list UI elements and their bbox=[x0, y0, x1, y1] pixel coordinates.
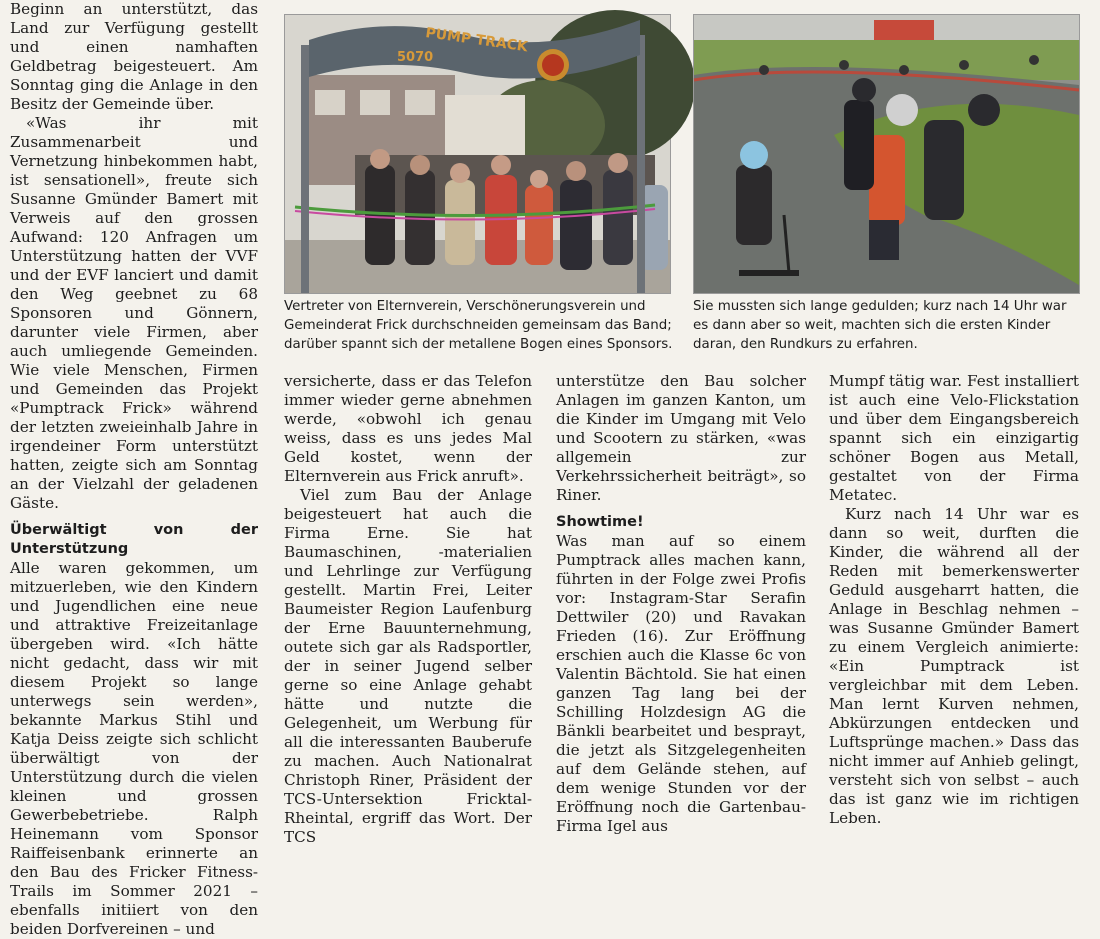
paragraph: Beginn an unterstützt, das Land zur Verfügung gestellt und einen namhaften Geldbetrag beigesteuert. Am Sonntag ging die Anlage in den Besitz der Gemeinde über. bbox=[10, 0, 258, 113]
paragraph: versicherte, dass er das Telefon immer wieder gerne abnehmen werde, «obwohl ich genau weiss, dass es uns jedes Mal Geld kostet, wenn der Elternverein aus Frick anruft». bbox=[284, 372, 532, 485]
arch-title-text: PUMP TRACK bbox=[424, 25, 529, 56]
subheading: Showtime! bbox=[556, 514, 644, 530]
article-column-4 bbox=[829, 372, 1079, 827]
paragraph: unterstütze den Bau solcher Anlagen im ganzen Kanton, um die Kinder im Umgang mit Velo und Scootern zu stärken, «was allgemein zur Verkehrssicherheit beiträgt», so Riner. bbox=[556, 372, 806, 504]
paragraph: Was man auf so einem Pumptrack alles machen kann, führten in der Folge zwei Profis vor: Instagram-Star Serafin Dettwiler (20) und Ravakan Frieden (16). Zur Eröffnung erschien auch die Klasse 6c von Valentin Bächtold. Sie hat einen ganzen Tag lang bei der Schilling Holzdesign AG die Bänkli bearbeitet und besprayt, die jetzt als Sitzgelegenheiten auf dem Gelände stehen, auf dem wenige Stunden vor der Eröffnung noch die Gartenbau-Firma Igel aus bbox=[556, 532, 806, 835]
paragraph: Mumpf tätig war. Fest installiert ist auch eine Velo-Flickstation und über dem Eingangsbereich spannt sich ein einzigartig schöner Bogen aus Metall, gestaltet von der Firma Metatec. bbox=[829, 372, 1079, 504]
arch-number-text: 5070 bbox=[397, 50, 434, 65]
article-column-2 bbox=[284, 372, 532, 846]
paragraph: Alle waren gekommen, um mitzuerleben, wie den Kindern und Jugendlichen eine neue und attraktive Freizeitanlage übergeben wird. «Ich hätte nicht gedacht, dass wir mit diesem Projekt so lange unterwegs sein werden», bekannte Markus Stihl und Katja Deiss zeigte sich schlicht überwältigt von der Unterstützung durch die vielen kleinen und grossen Gewerbebetriebe. Ralph Heinemann vom Sponsor Raiffeisenbank erinnerte an den Bau des Fricker Fitness-Trails im Sommer 2021 – ebenfalls initiiert von den beiden Dorfvereinen – und bbox=[10, 559, 258, 938]
ribbon-cutting-photo bbox=[284, 14, 671, 294]
paragraph: «Was ihr mit Zusammenarbeit und Vernetzung hinbekommen habt, ist sensationell», freute sich Susanne Gmünder Bamert mit Verweis auf den grossen Aufwand: 120 Anfragen um Unterstützung hatten der VVF und der EVF lanciert und damit den Weg geebnet zu 68 Sponsoren und Gönnern, darunter viele Firmen, aber auch umliegende Gemeinden. Wie viele Menschen, Firmen und Gemeinden das Projekt «Pumptrack Frick» während der letzten zweieinhalb Jahre in irgendeiner Form unterstützt hatten, zeigte sich am Sonntag an der Vielzahl der geladenen Gäste. bbox=[10, 114, 258, 512]
photo-caption-1: Vertreter von Elternverein, Verschönerungsverein und Gemeinderat Frick durchschneiden gemeinsam das Band; darüber spannt sich der metallene Bogen eines Sponsors. bbox=[284, 299, 673, 352]
article-column-1 bbox=[10, 0, 258, 938]
subheading: Überwältigt von der Unterstützung bbox=[10, 522, 258, 557]
paragraph: Kurz nach 14 Uhr war es dann so weit, durften die Kinder, die während all der Reden mit bemerkenswerter Geduld ausgeharrt hatten, die Anlage in Beschlag nehmen – was Susanne Gmünder Bamert zu einem Vergleich animierte: «Ein Pumptrack ist vergleichbar mit dem Leben. Man lernt Kurven nehmen, Abkürzungen entdecken und Luftsprünge machen.» Dass das nicht immer auf Anhieb gelingt, versteht sich von selbst – auch das ist ganz wie im richtigen Leben. bbox=[829, 505, 1079, 827]
paragraph: Viel zum Bau der Anlage beigesteuert hat auch die Firma Erne. Sie hat Baumaschinen, -materialien und Lehrlinge zur Verfügung gestellt. Martin Frei, Leiter Baumeister Region Laufenburg der Erne Bauunternehmung, outete sich gar als Radsportler, der in seiner Jugend selber gerne so eine Anlage gehabt hätte und nutzte die Gelegenheit, um Werbung für all die interessanten Bauberufe zu machen. Auch Nationalrat Christoph Riner, Präsident der TCS-Untersektion Fricktal-Rheintal, ergriff das Wort. Der TCS bbox=[284, 486, 532, 846]
kids-pumptrack-photo bbox=[693, 14, 1080, 294]
article-column-3 bbox=[556, 372, 806, 835]
photo-caption-2: Sie mussten sich lange gedulden; kurz nach 14 Uhr war es dann aber so weit, machten sich die ersten Kinder daran, den Rundkurs zu erfahren. bbox=[693, 299, 1067, 352]
